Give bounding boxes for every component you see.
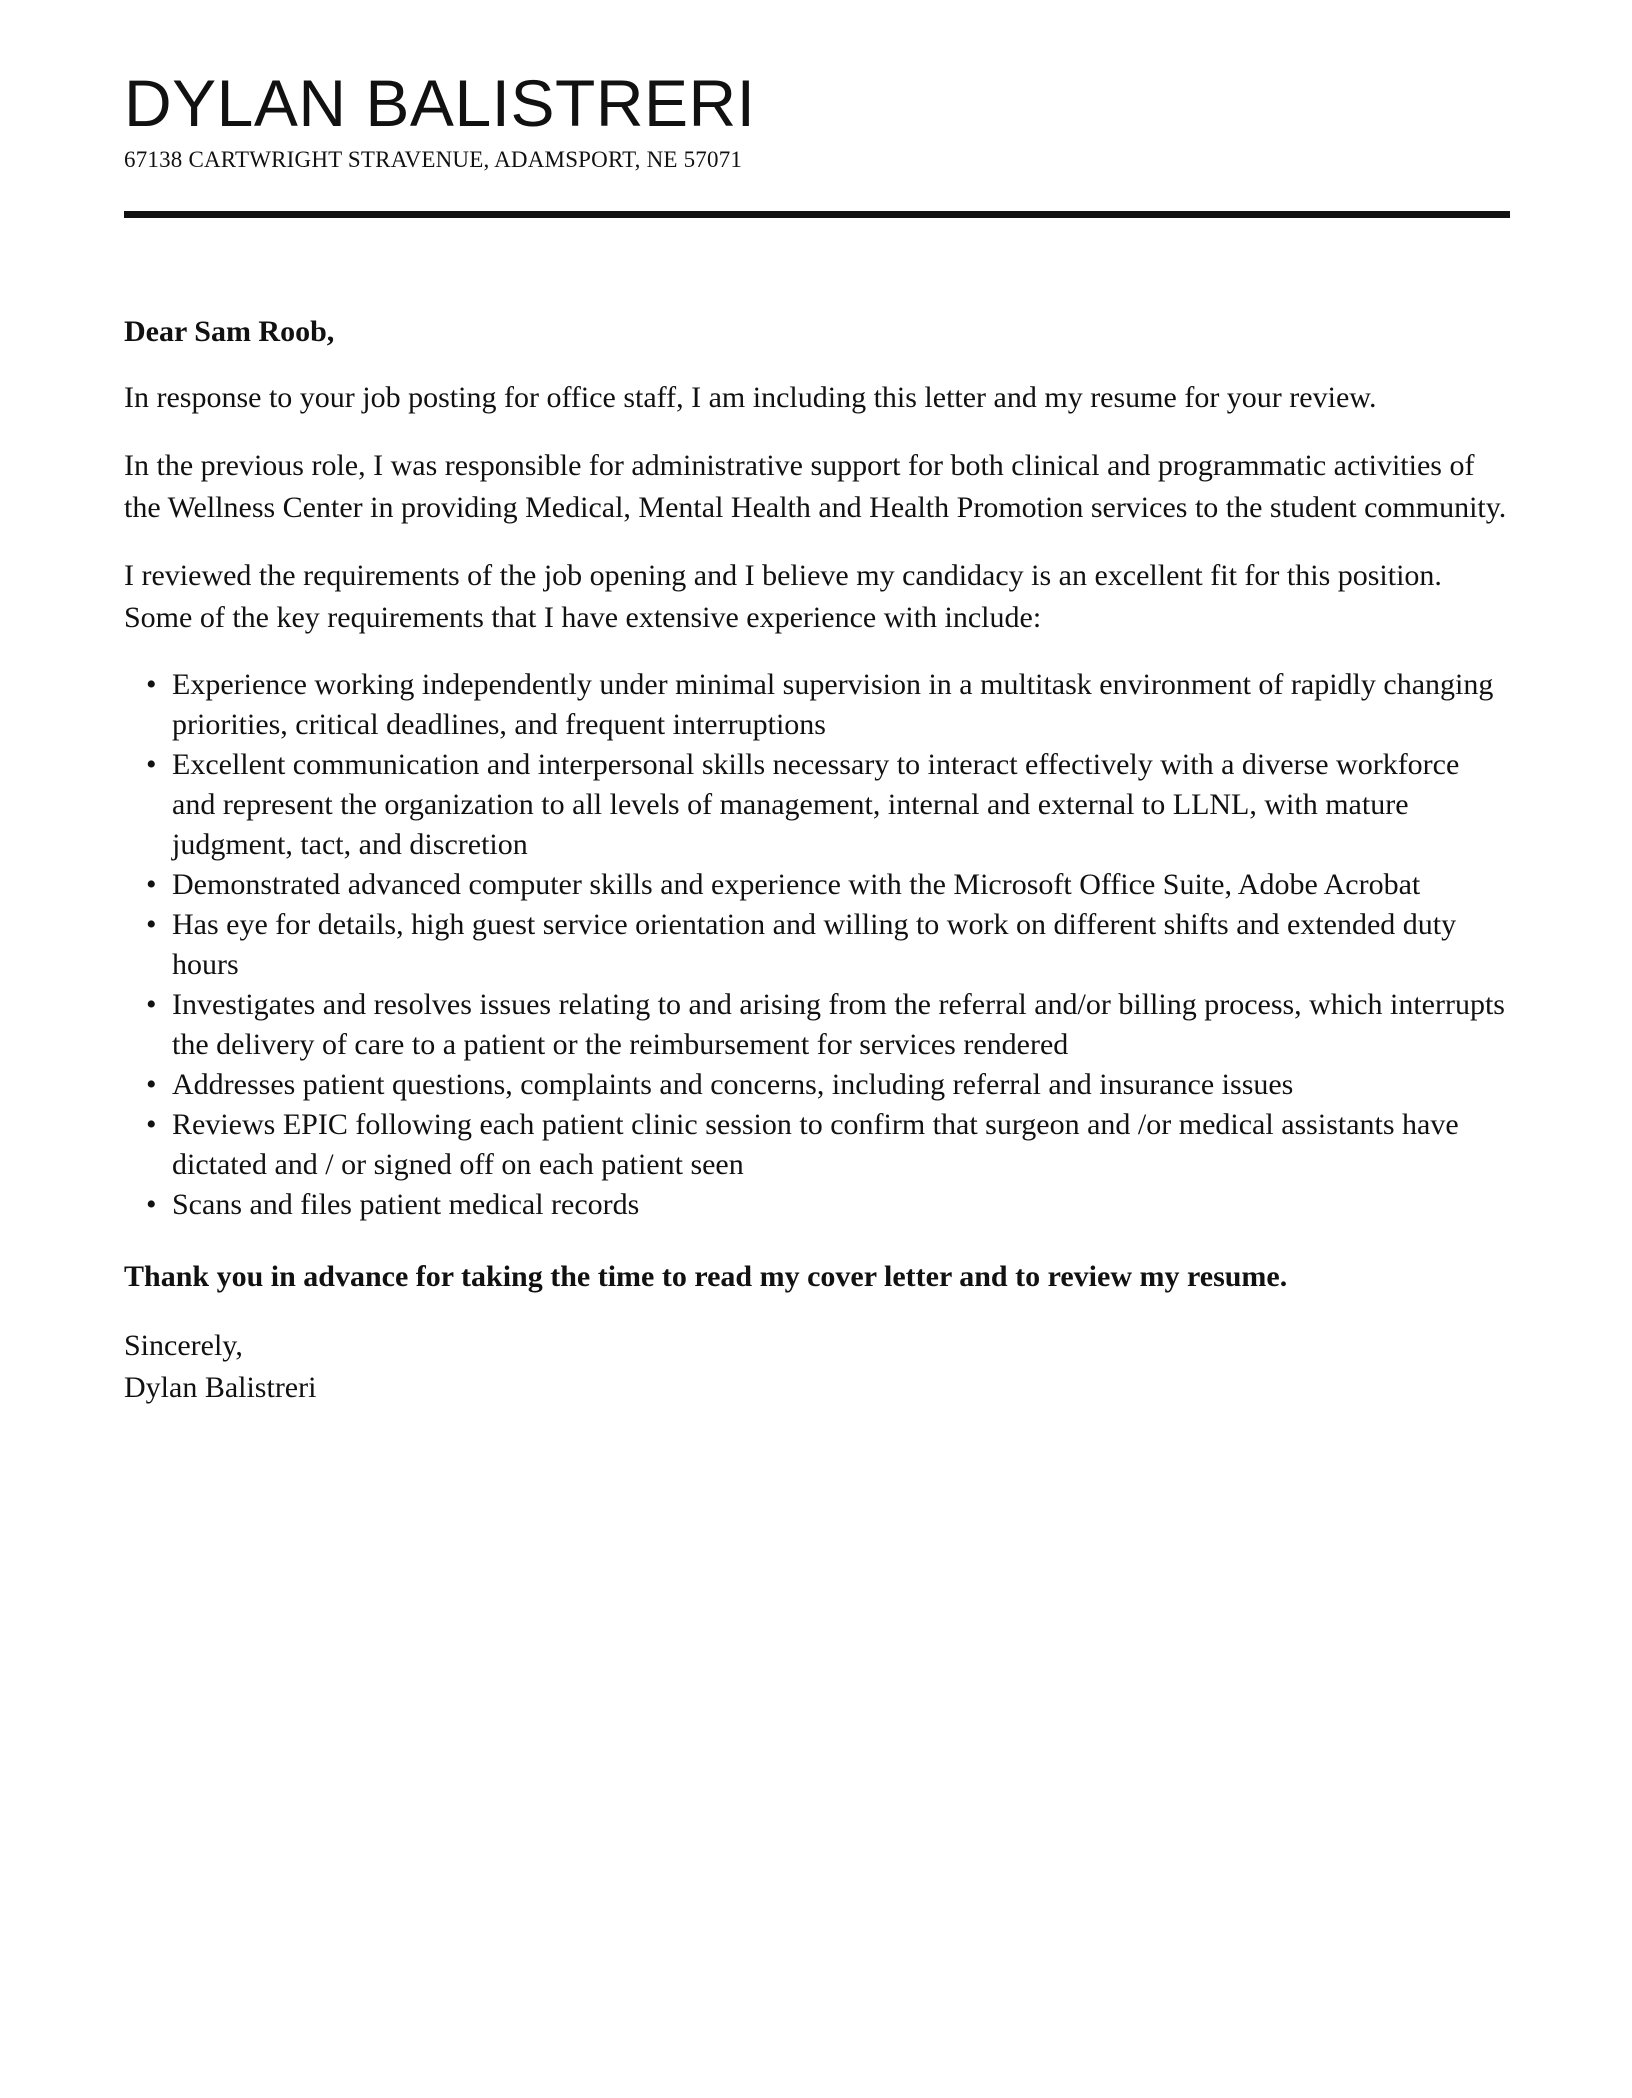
requirement-item: • Has eye for details, high guest service orientation and willing to work on different shifts and extended duty hours	[172, 905, 1510, 985]
paragraph-previous-role: In the previous role, I was responsible for administrative support for both clinical and programmatic activities of the Wellness Center in providing Medical, Mental Health and Health Promotion services to the student community.	[124, 449, 1507, 525]
closing-statement: Thank you in advance for taking the time to read my cover letter and to review my resume.	[124, 1260, 1288, 1294]
requirement-item: • Investigates and resolves issues relating to and arising from the referral and/or billing process, which interrupts the delivery of care to a patient or the reimbursement for services rendered	[172, 985, 1510, 1065]
requirement-item: • Addresses patient questions, complaints and concerns, including referral and insurance issues	[172, 1065, 1510, 1105]
paragraph-requirements-intro: I reviewed the requirements of the job opening and I believe my candidacy is an excellent fit for this position. Some of the key requirements that I have extensive experience with include:	[124, 559, 1442, 635]
applicant-name: DYLAN BALISTRERI	[124, 66, 756, 140]
requirement-item: • Demonstrated advanced computer skills and experience with the Microsoft Office Suite, Adobe Acrobat	[172, 865, 1510, 905]
signoff: Sincerely,	[124, 1329, 243, 1363]
header-divider	[124, 211, 1510, 218]
requirements-list	[124, 665, 1510, 1225]
signature-name: Dylan Balistreri	[124, 1371, 317, 1405]
requirement-item: • Experience working independently under minimal supervision in a multitask environment of rapidly changing priorities, critical deadlines, and frequent interruptions	[172, 665, 1510, 745]
requirement-item: • Reviews EPIC following each patient clinic session to confirm that surgeon and /or medical assistants have dictated and / or signed off on each patient seen	[172, 1105, 1510, 1185]
paragraph-intro: In response to your job posting for office staff, I am including this letter and my resume for your review.	[124, 381, 1377, 415]
cover-letter-page	[124, 68, 1510, 1409]
requirement-item: • Scans and files patient medical records	[172, 1185, 1510, 1225]
letter-body	[124, 311, 1510, 1409]
requirement-item: • Excellent communication and interpersonal skills necessary to interact effectively with a diverse workforce and represent the organization to all levels of management, internal and external to LLNL, with mature judgment, tact, and discretion	[172, 745, 1510, 865]
applicant-address: 67138 CARTWRIGHT STRAVENUE, ADAMSPORT, NE 57071	[124, 147, 743, 173]
letter-header	[124, 68, 1510, 218]
salutation: Dear Sam Roob,	[124, 315, 335, 349]
